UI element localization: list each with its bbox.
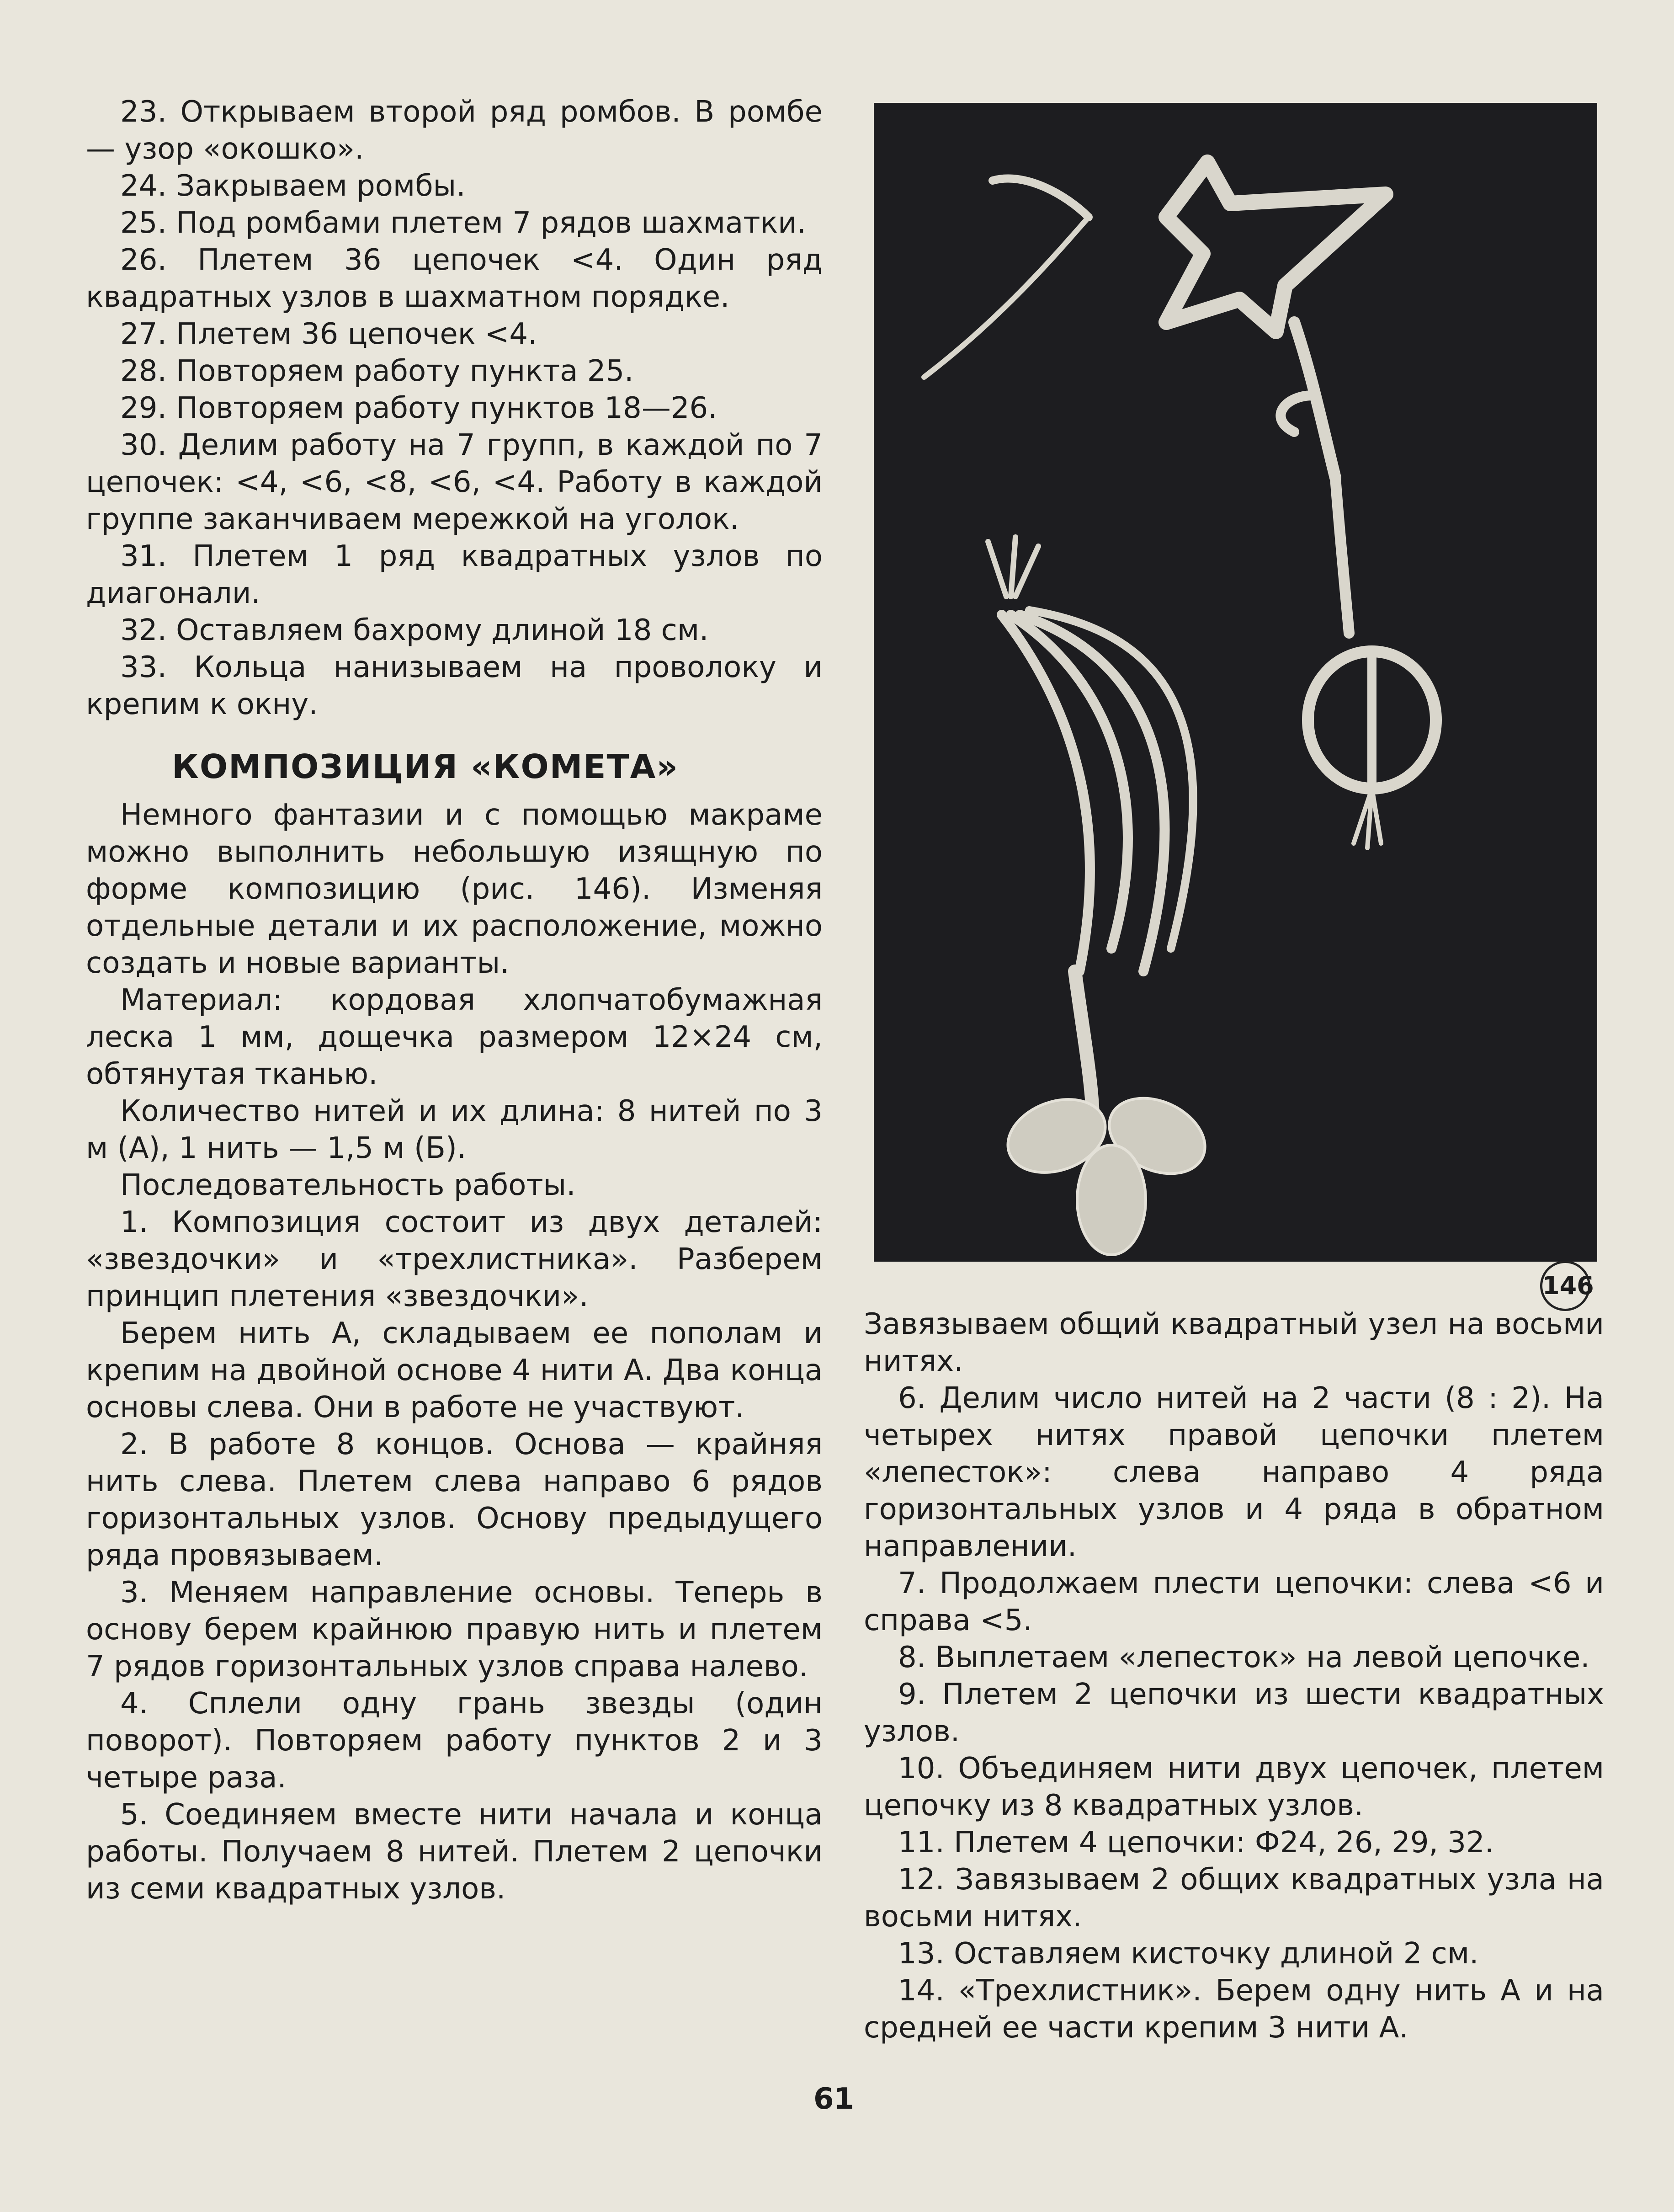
step-4-paragraph: 4. Сплели одну грань звезды (один поворот). Повторяем работу пунктов 2 и 3 четыре раза.: [86, 1687, 823, 1795]
figure-number-badge: 146: [1540, 1261, 1590, 1311]
step-14-paragraph: 14. «Трехлистник». Берем одну нить А и на средней ее части крепим 3 нити А.: [864, 1974, 1604, 2045]
section-heading: КОМПОЗИЦИЯ «КОМЕТА»: [172, 747, 679, 786]
step-13-paragraph: 13. Оставляем кисточку длиной 2 см.: [898, 1937, 1479, 1971]
star-tassel: [1354, 789, 1381, 848]
step-1-detail-paragraph: Берем нить А, складываем ее пополам и крепим на двойной основе 4 нити А. Два конца основы слева. Они в работе не участвуют.: [86, 1317, 823, 1424]
threads-paragraph: Количество нитей и их длина: 8 нитей по 3 м (А), 1 нить — 1,5 м (Б).: [86, 1094, 823, 1165]
step-8-paragraph: 8. Выплетаем «лепесток» на левой цепочке.: [898, 1641, 1590, 1674]
step-10-paragraph: 10. Объединяем нити двух цепочек, плетем цепочку из 8 квадратных узлов.: [864, 1752, 1604, 1823]
paragraph-23: 23. Открываем второй ряд ромбов. В ромбе — узор «окошко».: [86, 95, 823, 166]
step-2-paragraph: 2. В работе 8 концов. Основа — крайняя нить слева. Плетем слева направо 6 рядов горизонтальных узлов. Основу предыдущего ряда провязываем.: [86, 1428, 823, 1572]
sequence-paragraph: Последовательность работы.: [120, 1168, 576, 1202]
step-3-paragraph: 3. Меняем направление основы. Теперь в основу берем крайнюю правую нить и плетем 7 рядов горизонтальных узлов справа налево.: [86, 1576, 823, 1684]
continuation-paragraph: Завязываем общий квадратный узел на восьми нитях.: [864, 1307, 1604, 1378]
paragraph-28: 28. Повторяем работу пункта 25.: [120, 354, 634, 388]
figure-146-photo: [874, 103, 1597, 1262]
comet-strand-4: [1029, 610, 1193, 949]
paragraph-26: 26. Плетем 36 цепочек <4. Один ряд квадратных узлов в шахматном порядке.: [86, 243, 823, 314]
left-text-column: [86, 94, 823, 1908]
macrame-comet-illustration: [874, 103, 1597, 1262]
star-chain-lower: [1335, 478, 1349, 633]
step-11-paragraph: 11. Плетем 4 цепочки: Ф24, 26, 29, 32.: [898, 1826, 1494, 1860]
cord-tail: [924, 217, 1089, 377]
trefoil: [998, 1084, 1217, 1255]
material-paragraph: Материал: кордовая хлопчатобумажная леска 1 мм, дощечка размером 12×24 см, обтянутая тканью.: [86, 983, 823, 1091]
paragraph-30: 30. Делим работу на 7 групп, в каждой по 7 цепочек: <4, <6, <8, <6, <4. Работу в каждой группе заканчиваем мережкой на уголок.: [86, 428, 823, 536]
paragraph-27: 27. Плетем 36 цепочек <4.: [120, 317, 537, 351]
step-9-paragraph: 9. Плетем 2 цепочки из шести квадратных узлов.: [864, 1678, 1604, 1748]
paragraph-33: 33. Кольца нанизываем на проволоку и крепим к окну.: [86, 650, 823, 721]
step-12-paragraph: 12. Завязываем 2 общих квадратных узла на восьми нитях.: [864, 1863, 1604, 1934]
paragraph-25: 25. Под ромбами плетем 7 рядов шахматки.: [120, 206, 807, 240]
star-petal: [1281, 395, 1313, 432]
step-1-paragraph: 1. Композиция состоит из двух деталей: «звездочки» и «трехлистника». Разберем принцип плетения «звездочки».: [86, 1205, 823, 1313]
paragraph-24: 24. Закрываем ромбы.: [120, 169, 466, 203]
macrame-star: [1166, 162, 1386, 331]
page-number: 61: [813, 2082, 855, 2116]
step-7-paragraph: 7. Продолжаем плести цепочки: слева <6 и справа <5.: [864, 1567, 1604, 1637]
loose-cord: [993, 178, 1089, 217]
paragraph-29: 29. Повторяем работу пунктов 18—26.: [120, 391, 717, 425]
intro-paragraph: Немного фантазии и с помощью макраме можно выполнить небольшую изящную по форме композицию (рис. 146). Изменяя отдельные детали и их расположение, можно создать и новые варианты.: [86, 798, 823, 980]
paragraph-32: 32. Оставляем бахрому длиной 18 см.: [120, 613, 709, 647]
right-text-column: [864, 1306, 1604, 2047]
step-6-paragraph: 6. Делим число нитей на 2 части (8 : 2). На четырех нитях правой цепочки плетем «лепесток»: слева направо 4 ряда горизонтальных узлов и 4 ряда в обратном направлении.: [864, 1381, 1604, 1563]
step-5-paragraph: 5. Соединяем вместе нити начала и конца работы. Получаем 8 нитей. Плетем 2 цепочки из семи квадратных узлов.: [86, 1798, 823, 1906]
comet-tassel: [988, 537, 1038, 597]
paragraph-31: 31. Плетем 1 ряд квадратных узлов по диагонали.: [86, 539, 823, 610]
